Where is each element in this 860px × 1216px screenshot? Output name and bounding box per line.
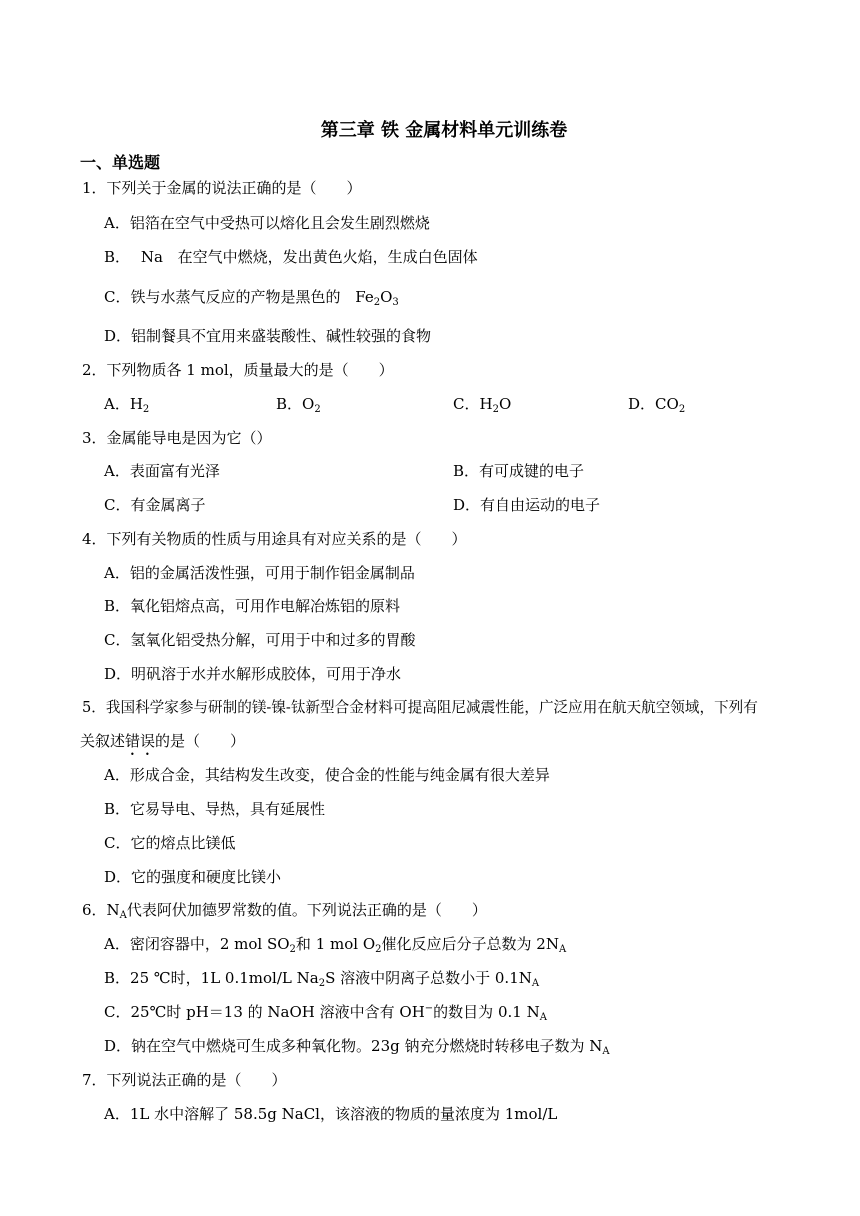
option-text: 在空气中燃烧，发出黄色火焰，生成白色固体	[177, 248, 478, 266]
question-1-option-a: A．铝箔在空气中受热可以熔化且会发生剧烈燃烧	[104, 214, 430, 232]
question-5-option-d: D．它的强度和硬度比镁小	[104, 868, 282, 886]
question-1-option-b	[104, 247, 478, 267]
question-5-stem-line-2: 关叙述错误的是（ ）	[80, 732, 246, 750]
question-3-option-c: C．有金属离子	[104, 496, 206, 514]
question-6-stem: 6．$N_A$代表阿伏加德罗常数的值。下列说法正确的是（ ）	[82, 901, 487, 921]
question-4-option-c: C．氢氧化铝受热分解，可用于中和过多的胃酸	[104, 631, 416, 649]
question-5-option-b: B．它易导电、导热，具有延展性	[104, 800, 326, 818]
question-4-option-b: B．氧化铝熔点高，可用作电解冶炼铝的原料	[104, 597, 401, 615]
formula-fe2o3: $Fe_2O_3$	[355, 288, 399, 308]
document-title: 第三章 铁 金属材料单元训练卷	[320, 120, 568, 141]
option-label: B．	[104, 248, 131, 266]
question-4-stem: 4．下列有关物质的性质与用途具有对应关系的是（ ）	[82, 530, 467, 548]
question-6-option-b: B．25 ℃时，1L 0.1mol/L $Na_2S$ 溶液中阴离子总数小于 $0.1N_A$	[104, 969, 540, 989]
formula-na: Na	[140, 248, 163, 266]
question-2-option-d: D．$CO_2$	[628, 395, 686, 415]
question-3-option-b: B．有可成键的电子	[453, 462, 585, 480]
question-5-option-c: C．它的熔点比镁低	[104, 834, 236, 852]
question-3-option-a: A．表面富有光泽	[104, 462, 220, 480]
question-6-option-d: D．钠在空气中燃烧可生成多种氧化物。23g 钠充分燃烧时转移电子数为 $N_A$	[104, 1037, 610, 1057]
question-3-option-d: D．有自由运动的电子	[453, 496, 601, 514]
question-2-option-b: B．$O_2$	[276, 395, 321, 415]
question-1-option-d: D．铝制餐具不宜用来盛装酸性、碱性较强的食物	[104, 327, 432, 345]
question-5-stem-line-1: 5．我国科学家参与研制的镁-镍-钛新型合金材料可提高阻尼减震性能，广泛应用在航天航空领域，下列有	[82, 699, 758, 716]
emphasized-word: 错误	[125, 732, 156, 750]
question-3-stem: 3．金属能导电是因为它（）	[82, 429, 272, 447]
question-2-option-a: A．$H_2$	[104, 395, 150, 415]
question-7-stem: 7．下列说法正确的是（ ）	[82, 1071, 287, 1089]
question-2-option-c: C．$H_2O$	[453, 395, 512, 415]
question-1-option-c	[104, 287, 399, 307]
question-6-option-c: C．25℃时 pH＝13 的 NaOH 溶液中含有 OH−的数目为 0.1 $N_A$	[104, 1003, 547, 1023]
question-7-option-a: A．1L 水中溶解了 58.5g NaCl，该溶液的物质的量浓度为 1mol/L	[104, 1105, 558, 1123]
section-heading: 一、单选题	[80, 153, 161, 172]
question-5-option-a: A．形成合金，其结构发生改变，使合金的性能与纯金属有很大差异	[104, 766, 550, 784]
question-2-stem: 2．下列物质各 1 mol，质量最大的是（ ）	[82, 361, 394, 379]
question-1-stem: 1．下列关于金属的说法正确的是（ ）	[82, 179, 362, 197]
option-text: C．铁与水蒸气反应的产物是黑色的	[104, 288, 341, 306]
question-4-option-d: D．明矾溶于水并水解形成胶体，可用于净水	[104, 665, 402, 683]
question-6-option-a: A．密闭容器中，2 mol $SO_2$和 1 mol $O_2$催化反应后分子总数为 $2N_A$	[104, 935, 567, 955]
question-4-option-a: A．铝的金属活泼性强，可用于制作铝金属制品	[104, 564, 415, 582]
